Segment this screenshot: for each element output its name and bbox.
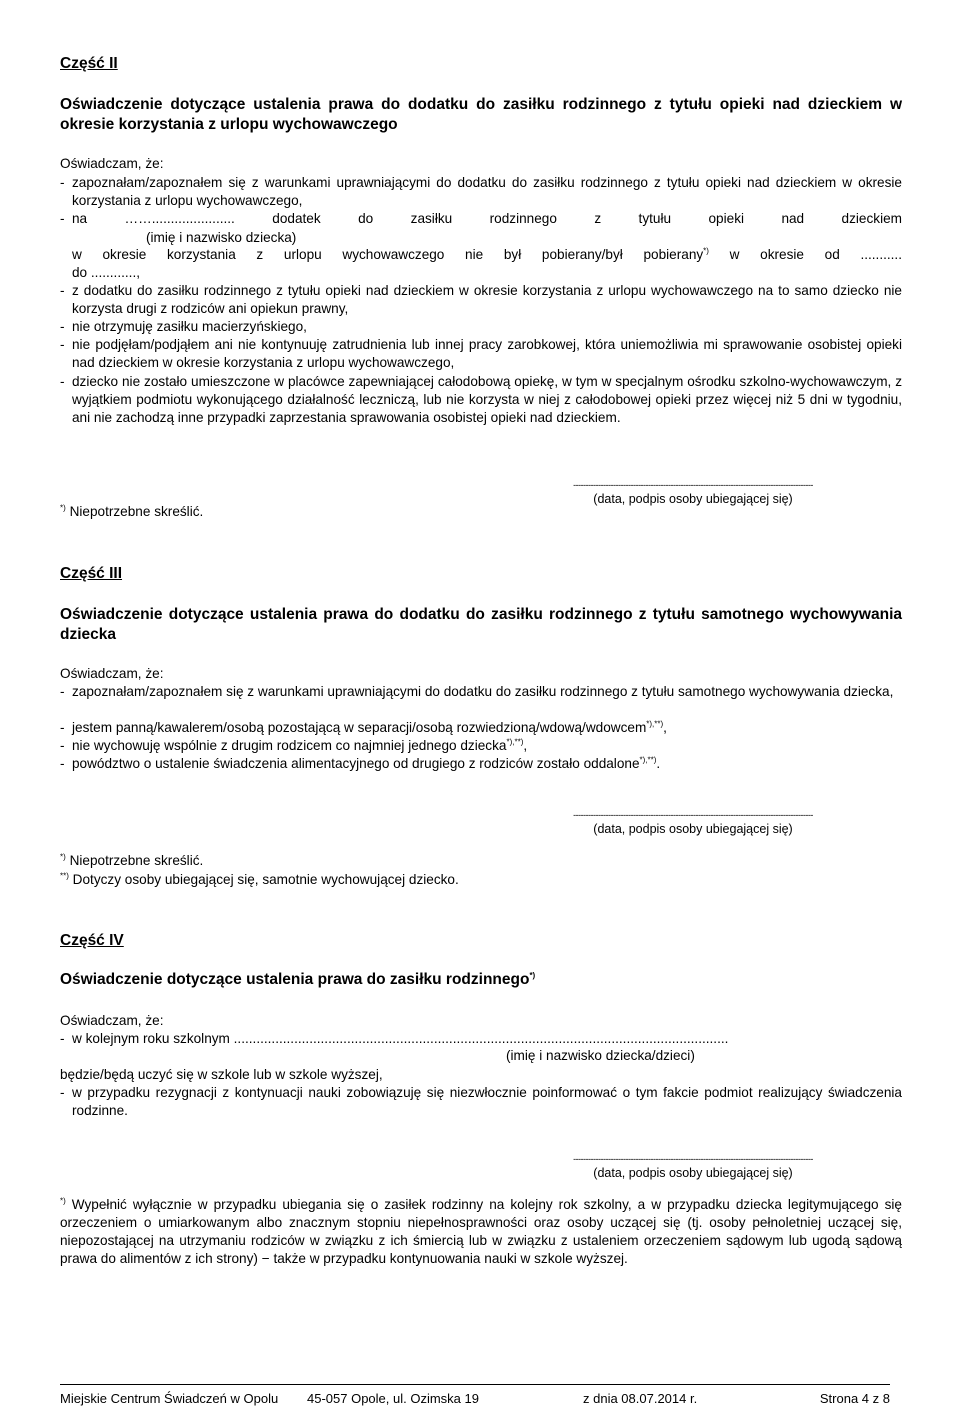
part2-child-name-hint: (imię i nazwisko dziecka) [146, 230, 297, 245]
part2-signature-block [518, 480, 868, 507]
part3-title: Oświadczenie dotyczące ustalenia prawa do dodatku do zasiłku rodzinnego z tytułu samotnego wychowywania dziecka [60, 606, 902, 643]
part4-declare: Oświadczam, że: [60, 1013, 164, 1028]
part2-bullet-2-line2: w okresie korzystania z urlopu wychowawczego nie był pobierany/był pobierany*) w okresie od ........... [72, 246, 902, 262]
part4-title: Oświadczenie dotyczące ustalenia prawa do zasiłku rodzinnego*) [60, 970, 536, 988]
part2-heading: Część II [60, 55, 118, 72]
signature-caption: (data, podpis osoby ubiegającej się) [593, 1166, 793, 1180]
part3-bullet-4: - powództwo o ustalenie świadczenia alimentacyjnego od drugiego z rodziców zostało oddalone*),**). [60, 755, 661, 771]
part3-bullet-2: - jestem panną/kawalerem/osobą pozostającą w separacji/osobą rozwiedzioną/wdową/wdowcem*),**), [60, 719, 667, 735]
part4-bullet-1: - w kolejnym roku szkolnym ................................................................................................................................... [60, 1031, 729, 1046]
part2-bullet-4: - nie otrzymuję zasiłku macierzyńskiego, [60, 319, 307, 334]
footer-date: z dnia 08.07.2014 r. [583, 1391, 698, 1406]
part2-b2-prefix: na ……...................... [72, 211, 235, 226]
footer-address: 45-057 Opole, ul. Ozimska 19 [307, 1391, 479, 1406]
signature-line: ------------------------------------------------------------------------------------------------ [573, 480, 813, 490]
footer-org: Miejskie Centrum Świadczeń w Opolu [60, 1391, 279, 1406]
footer-page-number: Strona 4 z 8 [819, 1391, 890, 1406]
signature-caption: (data, podpis osoby ubiegającej się) [593, 822, 793, 836]
part2-bullet-5: - nie podjęłam/podjąłem ani nie kontynuuję zatrudnienia lub innej pracy zarobkowej, która uniemożliwia mi sprawowanie osobistej opieki nad dzieckiem w okresie korzystania z urlopu wychowawczego, [60, 337, 902, 370]
part2-declare: Oświadczam, że: [60, 156, 164, 171]
signature-line: ------------------------------------------------------------------------------------------------ [573, 1154, 813, 1164]
part4-children-name-hint: (imię i nazwisko dziecka/dzieci) [506, 1048, 695, 1063]
part4-bullet-2: - w przypadku rezygnacji z kontynuacji nauki zobowiązuję się niezwłocznie poinformować o tym fakcie podmiot realizujący świadczenia rodzinne. [60, 1085, 902, 1118]
part2-footnote: *) Niepotrzebne skreślić. [60, 503, 204, 519]
part4-bullet-1-continuation: będzie/będą uczyć się w szkole lub w szkole wyższej, [60, 1067, 383, 1082]
part2-bullet-6: - dziecko nie zostało umieszczone w placówce zapewniającej całodobową opiekę, w tym w specjalnym ośrodku szkolno-wychowawczym, z wyjątkiem podmiotu wykonującego działalność leczniczą, lub nie korzysta w niej z całodobowej opieki przez więcej niż 5 dni w tygodniu, ani nie zachodzą inne przypadki zaprzestania sprawowania osobistej opieki nad dzieckiem. [60, 374, 902, 425]
part3-bullet-1: - zapoznałam/zapoznałem się z warunkami uprawniającymi do dodatku do zasiłku rodzinnego z tytułu samotnego wychowywania dziecka, [60, 684, 894, 699]
part3-bullet-3: - nie wychowuję wspólnie z drugim rodzicem co najmniej jednego dziecka*),**), [60, 737, 528, 753]
page-footer [60, 1384, 890, 1406]
part2-bullet-3: - z dodatku do zasiłku rodzinnego z tytułu opieki nad dzieckiem w okresie korzystania z urlopu wychowawczego na to samo dziecko nie korzysta drugi z rodziców ani opiekun prawny, [60, 283, 902, 316]
signature-caption: (data, podpis osoby ubiegającej się) [593, 492, 793, 506]
part2-title: Oświadczenie dotyczące ustalenia prawa do dodatku do zasiłku rodzinnego z tytułu opieki nad dzieckiem w okresie korzystania z urlopu wychowawczego [60, 96, 902, 133]
part2-b2-rest: dodatek do zasiłku rodzinnego z tytułu opieki nad dzieckiem [272, 211, 902, 226]
part3-signature-block [518, 810, 868, 837]
part4-signature-block [518, 1154, 868, 1181]
part3-declare: Oświadczam, że: [60, 666, 164, 681]
part2-bullet-2: - na ……...................... dodatek do zasiłku rodzinnego z tytułu opieki nad dzieckiem [60, 211, 902, 226]
part4-heading: Część IV [60, 932, 124, 949]
part4-footnote: *) Wypełnić wyłącznie w przypadku ubiegania się o zasiłek rodzinny na kolejny rok szkolny, a w przypadku dziecka legitymującego się orzeczeniem o umiarkowanym albo znacznym stopniu niepełnosprawności oraz osoby uczącej się (tj. osoby pełnoletniej uczącej się, niepozostającej na utrzymaniu rodziców w związku z ich śmiercią lub w związku z ustaleniem orzeczeniem sądowym lub ugodą sądową prawa do alimentów z ich strony) − także w przypadku kontynuowania nauki w szkole wyższej. [60, 1196, 902, 1266]
part3-footnote-1: *) Niepotrzebne skreślić. [60, 852, 204, 868]
part2-bullet-2-line3: do ............, [72, 265, 140, 280]
part3-heading: Część III [60, 565, 123, 582]
part3-footnote-2: **) Dotyczy osoby ubiegającej się, samotnie wychowującej dziecko. [60, 871, 459, 887]
signature-line: ------------------------------------------------------------------------------------------------ [573, 810, 813, 820]
part2-bullet-1: - zapoznałam/zapoznałem się z warunkami uprawniającymi do dodatku do zasiłku rodzinnego z tytułu opieki nad dzieckiem w okresie korzystania z urlopu wychowawczego, [60, 175, 902, 208]
